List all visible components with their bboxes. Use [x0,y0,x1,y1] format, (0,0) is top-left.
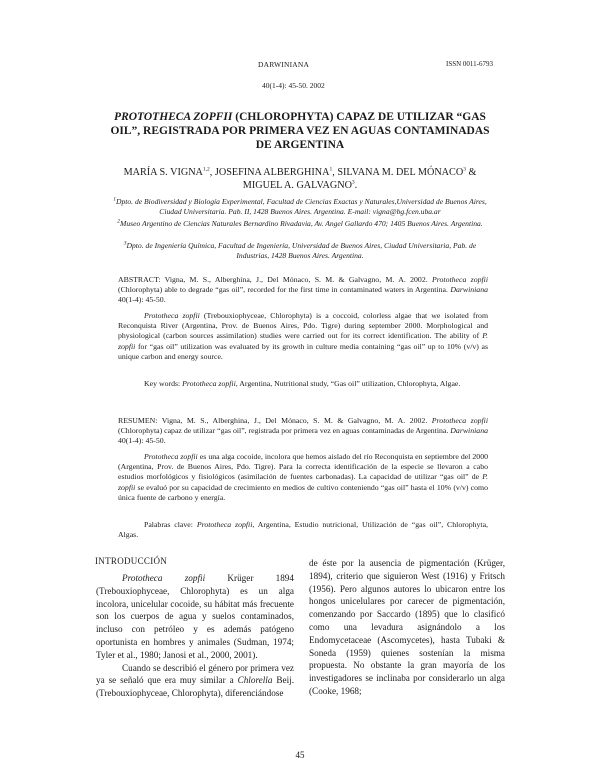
author-list: MARÍA S. VIGNA$^{1,2}$, JOSEFINA ALBERGHINA$^1$, SILVANA M. DEL MÓNACO$^3$ & MIGUEL A. GALVAGNO$^3$. [123,166,477,191]
page-number: 45 [295,750,305,760]
resumen-keywords: Palabras clave: Prototheca zopfii, Argentina, Estudio nutricional, Utilización de “gas oil”, Chlorophyta, Algas. [118,520,488,540]
affiliation-1: $^1$Dpto. de Biodiversidad y Biología Experimental, Facultad de Ciencias Exactas y Naturales,Universidad de Buenos Aires, Ciudad Universitaria. Pab. II, 1428 Buenos Aires. Argentina. E-mail: vigna@bg.fcen.uba.ar [113,196,487,216]
intro-left-column [96,572,294,700]
title-rest: (CHLOROPHYTA) CAPAZ DE UTILIZAR “GAS OIL”, REGISTRADA POR PRIMERA VEZ EN AGUAS CONTAMINADAS DE ARGENTINA [110,111,490,151]
issn-label: ISSN 0011-6793 [446,60,493,68]
intro-paragraph: Cuando se describió el género por primera vez ya se señaló que era muy similar a Chlorella Beij. (Trebouxiophyceae, Chlorophyta), diferenciándose [96,662,294,699]
intro-paragraph: Prototheca zopfii Krüger 1894 (Trebouxiophyceae, Chlorophyta) es un alga incolora, unicelular cocoide, su hábitat más frecuente son los cuerpos de agua y suelos contaminados, incluso con petróleo y es además patógeno oportunista en hombres y animales (Sudman, 1974; Tyler et al., 1980; Janosi et al., 2000, 2001). [96,573,294,660]
author-name: JOSEFINA ALBERGHINA [214,167,330,178]
author-name: SILVANA M. DEL MÓNACO [337,167,464,178]
affiliation-2: $^2$Museo Argentino de Ciencias Naturales Bernardino Rivadavia, Av. Angel Gallardo 470; 1405 Buenos Aires. Argentina. [117,218,483,228]
volume-info: 40(1-4): 45-50. 2002 [262,81,325,90]
affiliation-3: $^3$Dpto. de Ingeniería Química, Facultad de Ingeniería, Universidad de Buenos Aires, Ciudad Universitaria, Pab. de Industrias, 1428 Buenos Aires. Argentina. [123,240,477,260]
resumen-body: Prototheca zopfii es una alga cocoide, incolora que hemos aislado del río Reconquista en septiembre del 2000 (Argentina, Prov. de Buenos Aires, Pdo. Tigre). Para la correcta identificación de la especie se llevaron a cabo estudios morfológicos y fisiológicos (asimilación de fuentes carbonadas). La capacidad de utilizar “gas oil” de P. zopfii se evaluó por su capacidad de crecimiento en medios de cultivo conteniendo “gas oil” hasta el 10% (v/v) como única fuente de carbono y energía. [118,452,488,502]
abstract-keywords: Key words: Prototheca zopfii, Argentina, Nutritional study, “Gas oil” utilization, Chlorophyta, Algae. [144,379,461,388]
resumen-citation: RESUMEN: Vigna, M. S., Alberghina, J., Del Mónaco, S. M. & Galvagno, M. A. 2002. Prototheca zopfii (Chlorophyta) capaz de utilizar “gas oil”, registrada por primera vez en aguas contaminadas de Argentina. Darwiniana 40(1-4): 45-50. [118,416,488,446]
intro-paragraph: de éste por la ausencia de pigmentación (Krüger, 1894), criterio que siguieron West (1916) y Fritsch (1956). Pero algunos autores lo ubicaron entre los hongos unicelulares por carecer de pigmentación, comenzando por Saccardo (1895) que lo clasificó como una levadura asignándolo a los Endomycetaceae (Ascomycetes), hasta Tubaki & Soneda (1959) quienes sostenían la misma propuesta. No obstante la gran mayoría de los investigadores se inclinaba por considerarlo un alga (Cooke, 1968; [309,558,505,696]
intro-right-column [309,557,505,698]
author-name: MARÍA S. VIGNA [123,167,203,178]
section-heading: INTRODUCCIÓN [95,556,168,566]
abstract-body: Prototheca zopfii (Trebouxiophyceae, Chlorophyta) is a coccoid, colorless algae that we isolated from Reconquista River (Argentina, Prov. de Buenos Aires, Pdo. Tigre) during september 2000. Morphological and physiological (carbon sources assimilation) studies were carried out for its correct identification. The ability of P. zopfii for “gas oil” utilization was evaluated by its growth in culture media containing “gas oil” up to 10% (v/v) as unique carbon and energy source. [118,311,489,361]
title-species: PROTOTHECA ZOPFII [114,111,233,123]
journal-running-head: DARWINIANA [258,60,310,69]
paper-title [110,110,490,152]
abstract-citation: ABSTRACT: Vigna, M. S., Alberghina, J., Del Mónaco, S. M. & Galvagno, M. A. 2002. Prototheca zopfii (Chlorophyta) able to degrade “gas oil”, recorded for the first time in contaminated waters in Argentina. Darwiniana 40(1-4): 45-50. [118,275,489,305]
author-name: MIGUEL A. GALVAGNO [242,179,352,191]
